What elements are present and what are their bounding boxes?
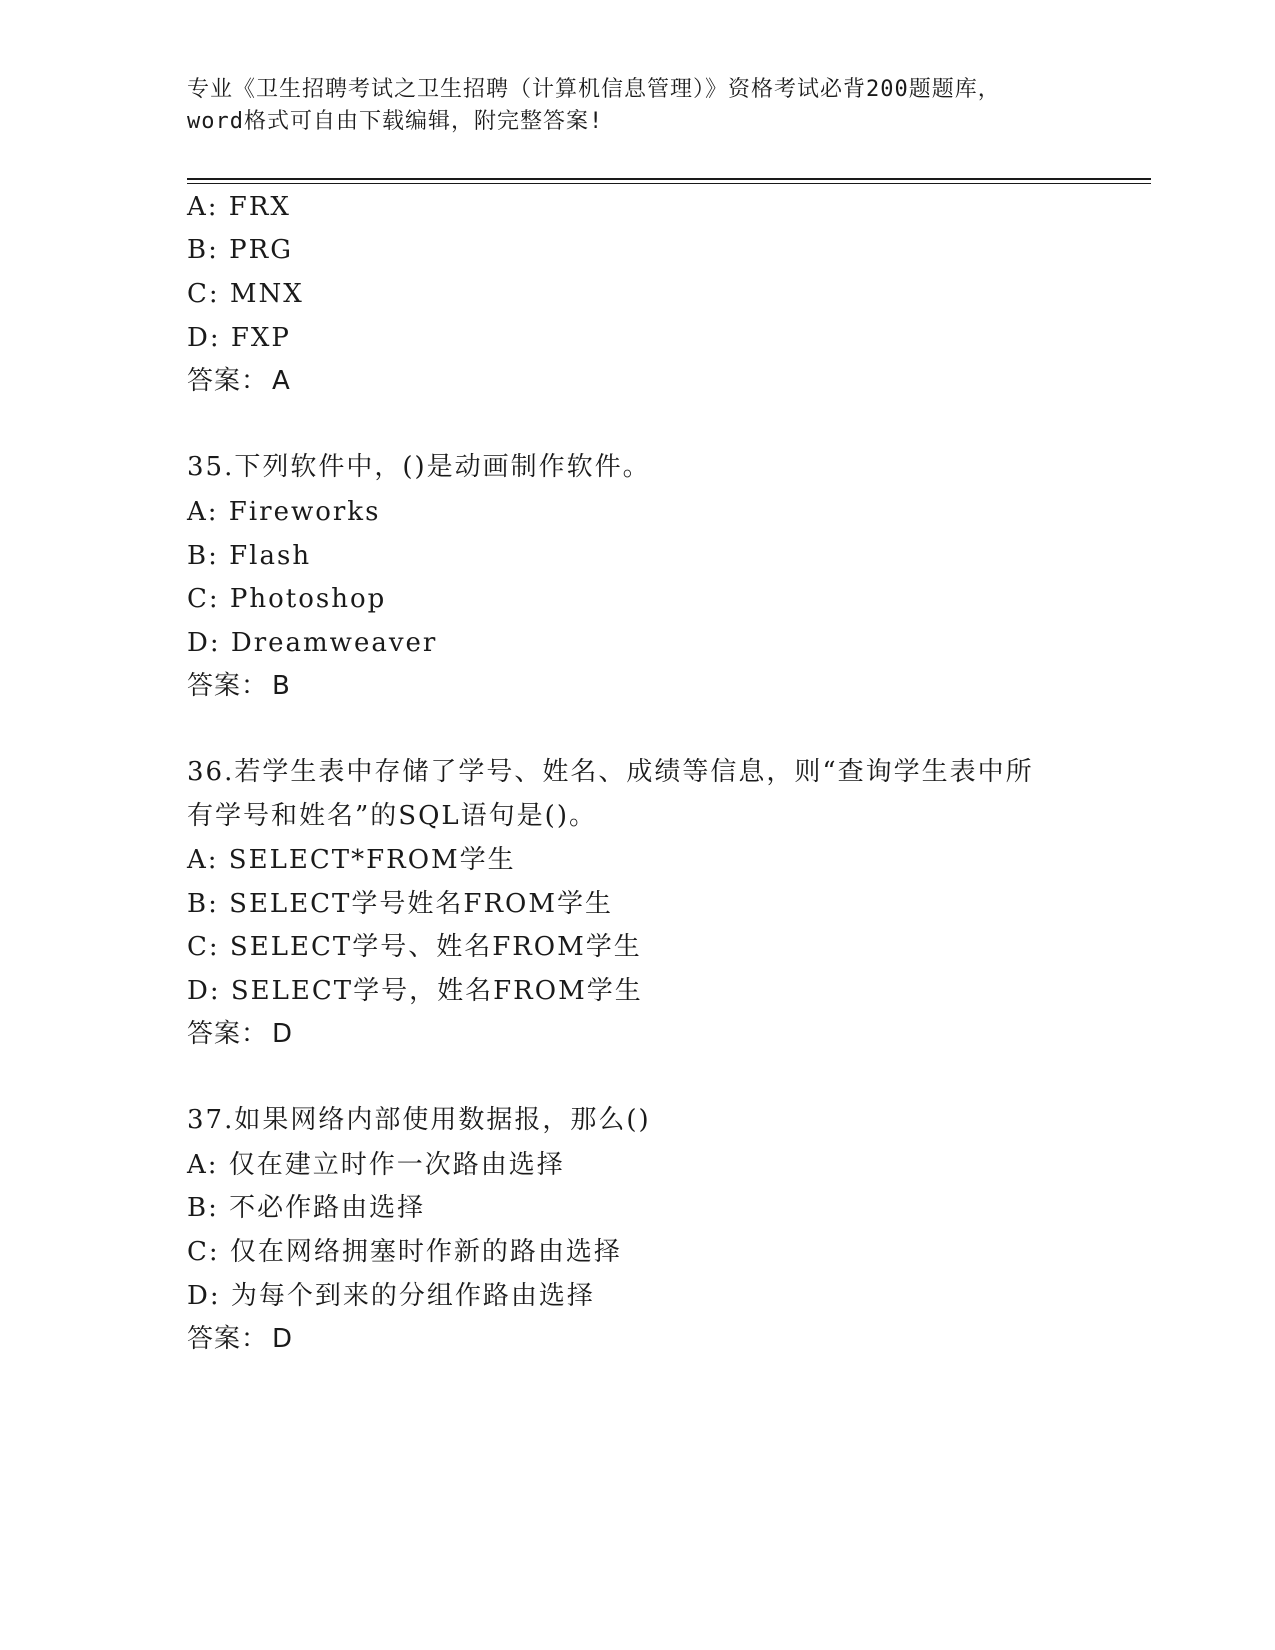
option-34-a: A: FRX	[187, 192, 291, 222]
answer-label: 答案：	[187, 1324, 269, 1354]
question-36-line-1: 36.若学生表中存储了学号、姓名、成绩等信息，则“查询学生表中所	[187, 757, 1034, 787]
option-37-b: B: 不必作路由选择	[187, 1193, 426, 1223]
answer-36	[187, 1017, 293, 1051]
answer-37	[187, 1322, 293, 1356]
document-header	[187, 74, 1087, 138]
option-34-b: B: PRG	[187, 235, 293, 265]
header-rule-thin	[187, 183, 1151, 184]
answer-value: A	[272, 366, 291, 396]
answer-value: B	[272, 671, 291, 701]
question-37: 37.如果网络内部使用数据报，那么()	[187, 1105, 651, 1135]
option-36-b: B: SELECT学号姓名FROM学生	[187, 889, 613, 919]
option-35-a: A: Fireworks	[187, 497, 381, 527]
answer-label: 答案：	[187, 671, 269, 701]
header-line-2: word格式可自由下载编辑，附完整答案!	[187, 109, 604, 134]
option-37-c: C: 仅在网络拥塞时作新的路由选择	[187, 1237, 622, 1267]
option-35-c: C: Photoshop	[187, 584, 387, 614]
option-35-d: D: Dreamweaver	[187, 628, 438, 658]
header-rule-thick	[187, 178, 1151, 180]
question-36-line-2: 有学号和姓名”的SQL语句是()。	[187, 801, 597, 831]
answer-label: 答案：	[187, 1019, 269, 1049]
option-37-a: A: 仅在建立时作一次路由选择	[187, 1150, 565, 1180]
answer-value: D	[272, 1019, 294, 1049]
option-35-b: B: Flash	[187, 541, 312, 571]
option-34-d: D: FXP	[187, 323, 291, 353]
answer-34	[187, 364, 291, 398]
option-37-d: D: 为每个到来的分组作路由选择	[187, 1281, 595, 1311]
question-35: 35.下列软件中，()是动画制作软件。	[187, 452, 651, 482]
answer-label: 答案：	[187, 366, 269, 396]
option-36-d: D: SELECT学号，姓名FROM学生	[187, 976, 643, 1006]
answer-value: D	[272, 1324, 294, 1354]
option-36-a: A: SELECT*FROM学生	[187, 845, 516, 875]
header-line-1: 专业《卫生招聘考试之卫生招聘（计算机信息管理）》资格考试必背200题题库，	[187, 77, 1001, 102]
option-36-c: C: SELECT学号、姓名FROM学生	[187, 932, 642, 962]
answer-35	[187, 669, 291, 703]
option-34-c: C: MNX	[187, 279, 304, 309]
